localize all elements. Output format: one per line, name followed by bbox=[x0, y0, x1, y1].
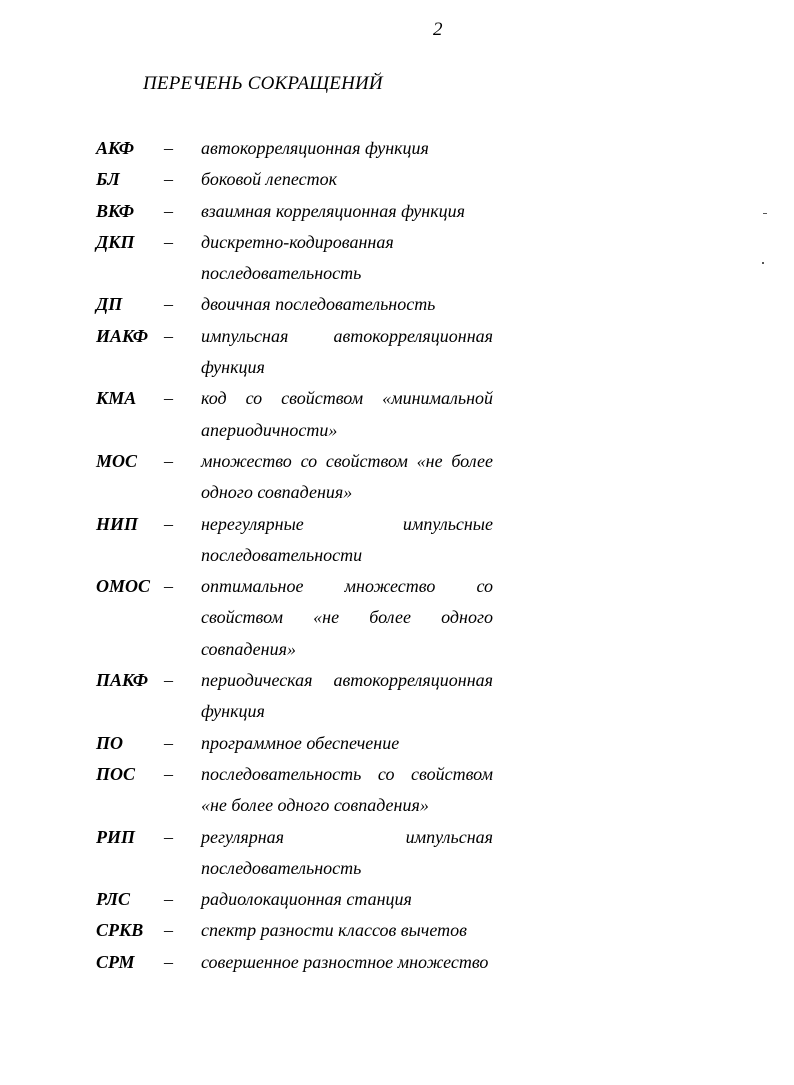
abbreviation-term: ДП bbox=[96, 294, 123, 315]
abbreviation-definition: программное обеспечение bbox=[201, 732, 400, 753]
list-item bbox=[0, 915, 794, 946]
page-title: ПЕРЕЧЕНЬ СОКРАЩЕНИЙ bbox=[143, 73, 383, 94]
abbreviation-definition: регулярная импульсная последовательность bbox=[201, 826, 493, 878]
abbreviation-list bbox=[0, 133, 794, 978]
abbreviation-dash: – bbox=[164, 200, 173, 221]
abbreviation-term: ПО bbox=[96, 732, 123, 753]
abbreviation-term: ПАКФ bbox=[96, 670, 149, 691]
abbreviation-dash: – bbox=[164, 576, 173, 597]
list-item bbox=[0, 164, 794, 195]
abbreviation-definition: совершенное разностное множество bbox=[201, 951, 489, 972]
list-item bbox=[0, 227, 794, 290]
abbreviation-definition: импульсная автокорреляционная функция bbox=[201, 325, 493, 378]
abbreviation-dash: – bbox=[164, 169, 173, 190]
abbreviation-dash: – bbox=[164, 450, 173, 471]
abbreviation-term: ИАКФ bbox=[96, 325, 149, 346]
abbreviation-term: БЛ bbox=[96, 169, 120, 190]
abbreviation-definition: периодическая автокорреляционная функция bbox=[201, 670, 493, 722]
abbreviation-term: ОМОС bbox=[96, 576, 151, 597]
abbreviation-term: РЛС bbox=[96, 889, 130, 910]
abbreviation-dash: – bbox=[164, 138, 173, 158]
abbreviation-term: НИП bbox=[96, 513, 139, 534]
abbreviation-definition: боковой лепесток bbox=[201, 169, 338, 190]
abbreviation-definition: двоичная последовательность bbox=[201, 294, 436, 315]
abbreviation-definition: взаимная корреляционная функция bbox=[201, 200, 465, 221]
abbreviation-definition: нерегулярные импульсные последовательности bbox=[201, 513, 493, 565]
list-item bbox=[0, 509, 794, 572]
abbreviation-dash: – bbox=[164, 670, 173, 691]
abbreviation-dash: – bbox=[164, 889, 173, 910]
abbreviation-definition: оптимальное множество со свойством «не более одного совпадения» bbox=[201, 576, 493, 659]
list-item bbox=[0, 571, 794, 665]
abbreviation-term: ДКП bbox=[96, 231, 135, 252]
abbreviation-term: СРКВ bbox=[96, 920, 144, 941]
abbreviation-term: ПОС bbox=[96, 763, 136, 784]
abbreviation-dash: – bbox=[164, 388, 173, 409]
abbreviation-definition: множество со свойством «не более одного совпадения» bbox=[201, 450, 493, 503]
abbreviation-dash: – bbox=[164, 231, 173, 252]
list-item bbox=[0, 383, 794, 446]
abbreviation-definition: радиолокационная станция bbox=[201, 889, 412, 910]
list-item bbox=[0, 196, 794, 227]
abbreviation-dash: – bbox=[164, 951, 173, 972]
list-item bbox=[0, 822, 794, 885]
abbreviation-definition: дискретно-кодированная последовательность bbox=[201, 231, 394, 284]
abbreviation-term: АКФ bbox=[96, 138, 135, 158]
abbreviation-term: КМА bbox=[96, 388, 137, 409]
abbreviation-dash: – bbox=[164, 732, 173, 753]
list-item bbox=[0, 728, 794, 759]
list-item bbox=[0, 665, 794, 728]
abbreviation-dash: – bbox=[164, 920, 173, 941]
abbreviation-dash: – bbox=[164, 763, 173, 784]
scan-speck bbox=[762, 262, 764, 264]
abbreviation-definition: спектр разности классов вычетов bbox=[201, 920, 467, 941]
abbreviation-term: СРМ bbox=[96, 951, 135, 972]
abbreviation-definition: автокорреляционная функция bbox=[201, 138, 429, 158]
abbreviation-term: РИП bbox=[96, 826, 135, 847]
list-item bbox=[0, 884, 794, 915]
abbreviation-definition: код со свойством «минимальной апериодичности» bbox=[201, 388, 493, 440]
page-number: 2 bbox=[433, 19, 443, 40]
abbreviation-dash: – bbox=[164, 294, 173, 315]
abbreviation-dash: – bbox=[164, 513, 173, 534]
list-item bbox=[0, 446, 794, 509]
list-item bbox=[0, 947, 794, 978]
abbreviation-dash: – bbox=[164, 325, 173, 346]
list-item bbox=[0, 133, 794, 164]
abbreviation-term: МОС bbox=[96, 450, 138, 471]
abbreviation-dash: – bbox=[164, 826, 173, 847]
abbreviation-term: ВКФ bbox=[96, 200, 135, 221]
list-item bbox=[0, 321, 794, 384]
abbreviation-definition: последовательность со свойством «не более одного совпадения» bbox=[201, 763, 493, 816]
list-item bbox=[0, 759, 794, 822]
scan-speck bbox=[763, 213, 767, 214]
list-item bbox=[0, 289, 794, 320]
